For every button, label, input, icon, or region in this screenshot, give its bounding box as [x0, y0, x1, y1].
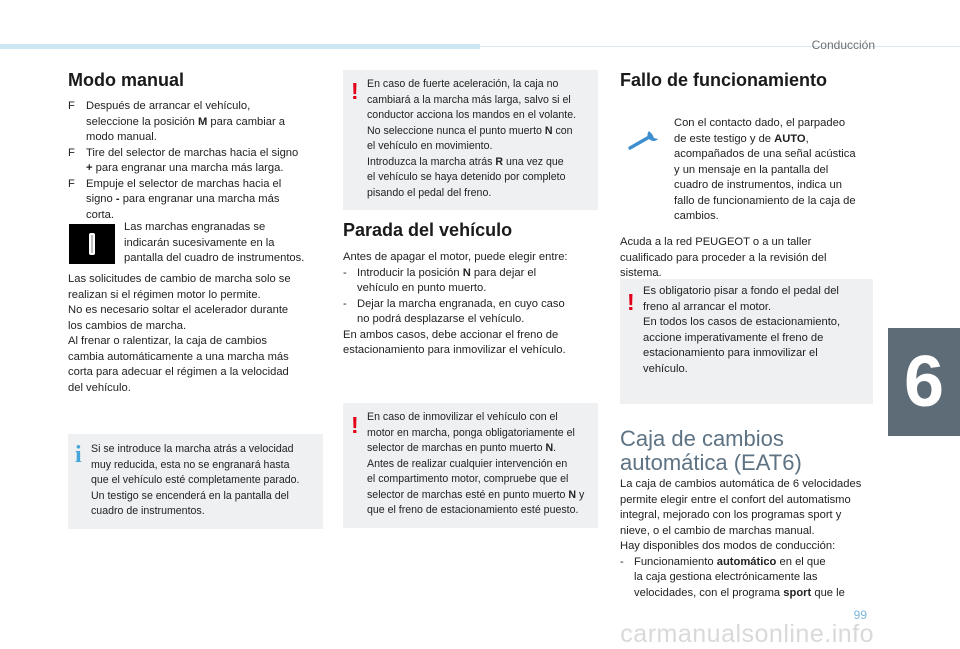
dash-item: - Funcionamiento automático en el que la caja gestiona electrónicamente las velocidades, con el programa sport que le	[620, 555, 845, 599]
section-title-failure: Fallo de funcionamiento	[620, 70, 828, 90]
page-number: 99	[853, 608, 867, 622]
failure-note: Con el contacto dado, el parpadeo de este testigo y de AUTO, acompañados de una señal acústica y un mensaje en la pantalla del cuadro de instrumentos, indica un fallo de funcionamiento de la caja de cambios.	[674, 117, 856, 222]
gear-indicator-icon	[69, 224, 115, 264]
warning-icon: !	[627, 289, 635, 315]
stop-content: Antes de apagar el motor, puede elegir entre: - Introducir la posición N para dejar el vehículo en punto muerto. - Dejar la marcha engranada, en cuyo caso no podrá desplazarse el vehículo. En ambos casos, debe accionar el freno de estacionamiento para inmovilizar el vehículo.	[343, 250, 603, 359]
header-bar	[0, 44, 480, 49]
warning-icon: !	[351, 412, 359, 438]
wrench-icon	[627, 128, 661, 152]
bullet-item: F Empuje el selector de marchas hacia el signo - para engranar una marcha más corta.	[68, 177, 282, 221]
warning-box-brake-text: Es obligatorio pisar a fondo el pedal del freno al arrancar el motor. En todos los casos de estacionamiento, accione imperativamente el freno de estacionamiento para inmovilizar el vehículo.	[643, 285, 841, 375]
info-icon: i	[75, 442, 82, 468]
section-title-stop: Parada del vehículo	[343, 220, 513, 240]
eat6-content: La caja de cambios automática de 6 velocidades permite elegir entre el confort del automatismo integral, mejorado con los programas sport y nieve, o el cambio de marchas manual. Hay disponibles dos modos de conducción: - Funcionamiento automático en el que la caja gestiona electrónicamente las velocidades, con el programa sport que le	[620, 477, 885, 601]
dash-item: - Dejar la marcha engranada, en cuyo caso no podrá desplazarse el vehículo.	[343, 297, 565, 325]
chapter-number: 6	[903, 342, 945, 422]
section-title-manual: Modo manual	[68, 70, 184, 90]
warning-box-immobilize-text: En caso de inmovilizar el vehículo con el motor en marcha, ponga obligatoriamente el selector de marchas en punto muerto N. Antes de realizar cualquier intervención en el compartimento motor, compruebe que el selector de marchas esté en punto muerto N y que el freno de estacionamiento esté puesto.	[367, 411, 585, 516]
warning-box-acceleration-text: En caso de fuerte aceleración, la caja no cambiará a la marcha más larga, salvo si el conductor acciona los mandos en el volante. No seleccione nunca el punto muerto N con el vehículo en movimiento. Introduzca la marcha atrás R una vez que el vehículo se haya detenido por completo pisando el pedal del freno.	[367, 78, 577, 199]
warning-icon: !	[351, 78, 359, 104]
bullet-item: F Después de arrancar el vehículo, seleccione la posición M para cambiar a modo manual.	[68, 100, 286, 143]
gear-indicator-note: Las marchas engranadas se indicarán sucesivamente en la pantalla del cuadro de instrumentos.	[124, 221, 305, 264]
header-rule	[480, 46, 960, 47]
manual-paragraph: Las solicitudes de cambio de marcha solo se realizan si el régimen motor lo permite. No es necesario soltar el acelerador durante los cambios de marcha. Al frenar o ralentizar, la caja de cambios cambia automáticamente a una marcha más corta para adecuar el régimen a la velocidad del vehículo.	[68, 273, 291, 394]
section-label: Conducción	[811, 38, 875, 52]
dash-item: - Introducir la posición N para dejar el vehículo en punto muerto.	[343, 266, 537, 294]
watermark: carmanualsonline.info	[620, 620, 874, 648]
failure-paragraph: Acuda a la red PEUGEOT o a un taller cualificado para proceder a la revisión del sistema.	[620, 236, 827, 279]
manual-bullets	[68, 99, 328, 223]
info-box-text: Si se introduce la marcha atrás a velocidad muy reducida, esta no se engranará hasta que el vehículo esté completamente parado. Un testigo se encenderá en la pantalla del cuadro de instrumentos.	[91, 443, 300, 517]
bullet-item: F Tire del selector de marchas hacia el signo + para engranar una marcha más larga.	[68, 146, 299, 174]
section-title-eat6: Caja de cambios automática (EAT6)	[620, 426, 802, 475]
